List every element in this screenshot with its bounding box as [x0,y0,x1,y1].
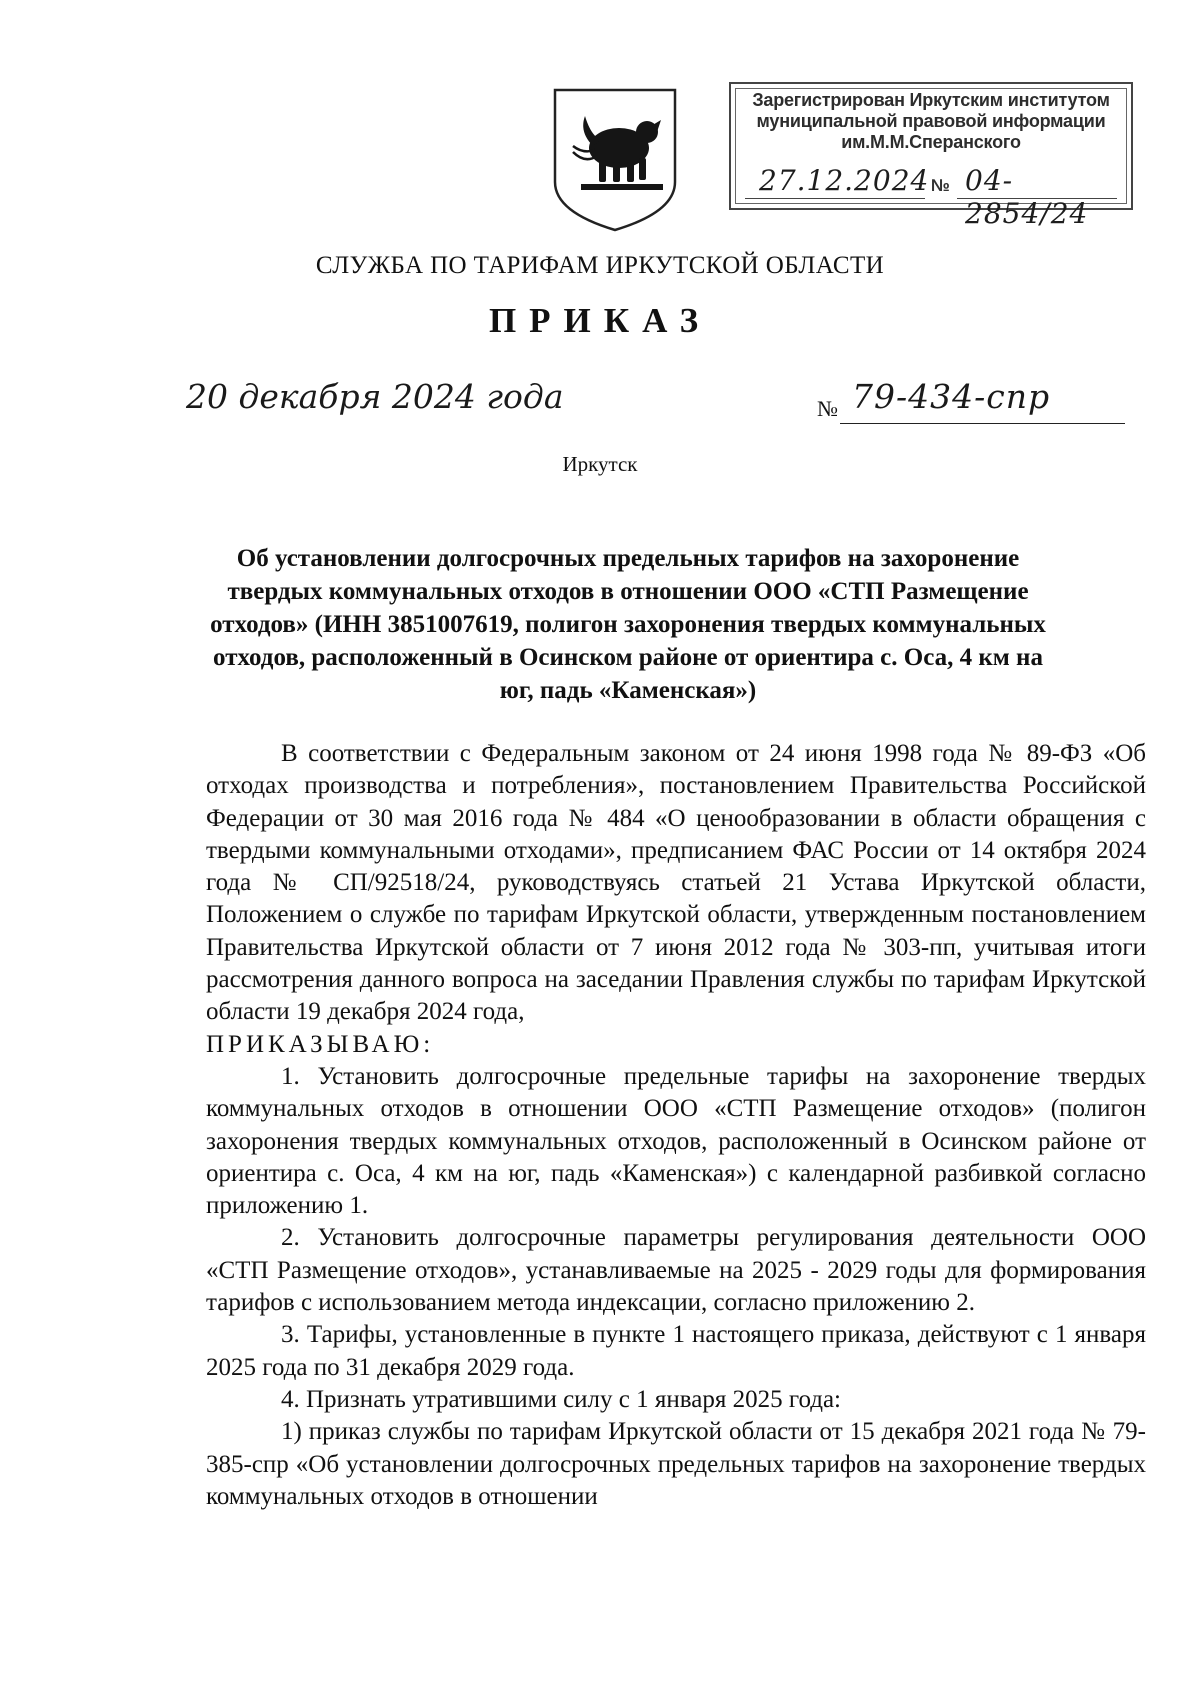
order-number: 79-434-спр [852,377,1051,416]
order-item-3: 3. Тарифы, установленные в пункте 1 настоящего приказа, действуют с 1 января 2025 года по 31 декабря 2029 года. [206,1321,1146,1381]
registration-stamp [729,82,1133,230]
stamp-line-2: муниципальной правовой информации [756,111,1106,131]
city-name: Иркутск [562,452,638,476]
order-item-1: 1. Установить долгосрочные предельные тарифы на захоронение твердых коммунальных отходов в отношении ООО «СТП Размещение отходов» (полигон захоронения твердых коммунальных отходов, расположенный в Осинском районе от ориентира с. Оса, 4 км на юг, падь «Каменская») с календарной разбивкой согласно приложению 1. [206,1062,1146,1220]
directive-word: ПРИКАЗЫВАЮ: [206,1030,435,1058]
order-date: 20 декабря 2024 года [186,377,564,416]
order-number-underline [840,423,1125,424]
order-item-4: 4. Признать утратившими силу с 1 января 2025 года: [281,1385,841,1413]
order-subject: Об установлении долгосрочных предельных тарифов на захоронение твердых коммунальных отходов в отношении ООО «СТП Размещение отходов» (ИНН 3851007619, полигон захоронения твердых коммунальных отходов, расположенный в Осинском районе от ориентира с. Оса, 4 км на юг, падь «Каменская») [210,545,1046,704]
stamp-line-1: Зарегистрирован Иркутским институтом [752,90,1110,110]
order-body [206,738,1146,1513]
agency-name: СЛУЖБА ПО ТАРИФАМ ИРКУТСКОЙ ОБЛАСТИ [315,252,885,279]
stamp-line-3: им.М.М.Сперанского [841,132,1021,152]
order-subitem-1: 1) приказ службы по тарифам Иркутской области от 15 декабря 2021 года № 79-385-спр «Об установлении долгосрочных предельных тарифов на захоронение твердых коммунальных отходов в отношении [206,1418,1146,1510]
stamp-registration-date: 27.12.2024 [759,164,930,197]
order-item-2: 2. Установить долгосрочные параметры регулирования деятельности ООО «СТП Размещение отходов», устанавливаемые на 2025 - 2029 годы для формирования тарифов с использованием метода индексации, согласно приложению 2. [206,1224,1146,1317]
stamp-registration-number: 04-2854/24 [965,164,1089,230]
document-title: ПРИКАЗ [488,301,712,340]
order-number-label: № [817,396,838,421]
coat-of-arms-emblem [551,86,679,232]
preamble-paragraph: В соответствии с Федеральным законом от 24 июня 1998 года № 89-ФЗ «Об отходах производства и потребления», постановлением Правительства Российской Федерации от 30 мая 2016 года № 484 «О ценообразовании в области обращения с твердыми коммунальными отходами», предписанием ФАС России от 14 октября 2024 года № СП/92518/24, руководствуясь статьей 21 Устава Иркутской области, Положением о службе по тарифам Иркутской области, утвержденным постановлением Правительства Иркутской области от 7 июня 2012 года № 303-пп, учитывая итоги рассмотрения данного вопроса на заседании Правления службы по тарифам Иркутской области 19 декабря 2024 года, [206,740,1146,1026]
stamp-number-label: № [931,176,950,195]
